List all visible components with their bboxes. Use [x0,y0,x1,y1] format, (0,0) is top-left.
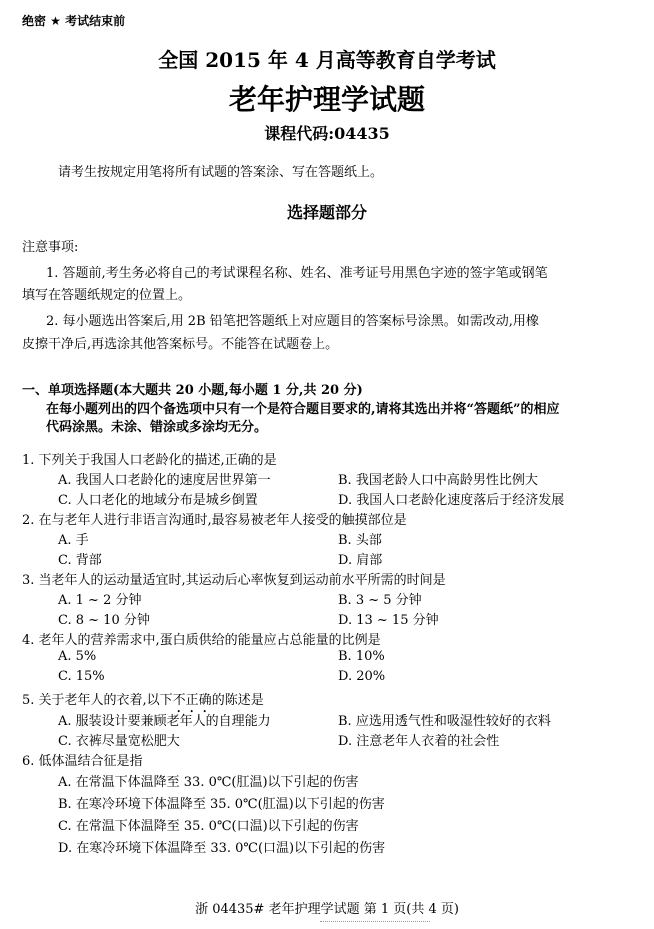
option-c: C. 15% [58,669,105,684]
note-line: 皮擦干净后,再选涂其他答案标号。不能答在试题卷上。 [22,337,339,352]
option-c: C. 衣裤尽量宽松肥大 [58,734,180,749]
note-line: 2. 每小题选出答案后,用 2B 铅笔把答题纸上对应题目的答案标号涂黑。如需改动,用橡 [46,314,539,329]
option-b: B. 在寒冷环境下体温降至 35. 0℃(肛温)以下引起的伤害 [58,797,385,812]
option-b: B. 3 ~ 5 分钟 [338,593,422,608]
question-stem-emphasis: 不正确 [172,693,212,708]
answer-instruction: 请考生按规定用笔将所有试题的答案涂、写在答题纸上。 [58,165,384,180]
option-c: C. 人口老化的地域分布是城乡倒置 [58,493,258,508]
notes-title: 注意事项: [22,240,79,255]
question-stem: 4. 老年人的营养需求中,蛋白质供给的能量应占总能量的比例是 [22,633,381,648]
note-line: 填写在答题纸规定的位置上。 [22,288,192,303]
section-heading: 选择题部分 [286,203,367,222]
option-b: B. 10% [338,649,385,664]
question-stem-post: 的陈述是 [211,693,264,708]
question-stem: 3. 当老年人的运动量适宜时,其运动后心率恢复到运动前水平所需的时间是 [22,573,446,588]
paper-title: 老年护理学试题 [228,83,425,116]
question-stem-pre: 5. 关于老年人的衣着,以下 [22,693,173,708]
option-d: D. 在寒冷环境下体温降至 33. 0℃(口温)以下引起的伤害 [58,841,386,856]
option-c: C. 在常温下体温降至 35. 0℃(口温)以下引起的伤害 [58,819,359,834]
note-line: 1. 答题前,考生务必将自己的考试课程名称、姓名、准考证号用黑色字迹的签字笔或钢笔 [46,266,548,281]
option-a: A. 手 [58,533,89,548]
footer-divider [320,921,430,922]
question-stem: 1. 下列关于我国人口老龄化的描述,正确的是 [22,453,277,468]
option-a: A. 在常温下体温降至 33. 0℃(肛温)以下引起的伤害 [58,775,359,790]
option-a: A. 我国人口老龄化的速度居世界第一 [58,473,271,488]
option-a: A. 服装设计要兼顾老年人的自理能力 [58,714,271,729]
question-stem: 6. 低体温结合征是指 [22,754,143,769]
option-c: C. 8 ~ 10 分钟 [58,613,150,628]
option-c: C. 背部 [58,553,102,568]
question-stem: 2. 在与老年人进行非语言沟通时,最容易被老年人接受的触摸部位是 [22,513,407,528]
page-footer: 浙 04435# 老年护理学试题 第 1 页(共 4 页) [195,902,459,917]
option-d: D. 13 ~ 15 分钟 [338,613,439,628]
option-d: D. 注意老年人衣着的社会性 [338,734,500,749]
exam-title: 全国 2015 年 4 月高等教育自学考试 [158,48,496,72]
option-b: B. 我国老龄人口中高龄男性比例大 [338,473,538,488]
option-b: B. 应选用透气性和吸湿性较好的衣料 [338,714,551,729]
part-title: 一、单项选择题(本大题共 20 小题,每小题 1 分,共 20 分) [22,383,363,398]
course-code: 课程代码:04435 [264,124,390,143]
option-a: A. 1 ~ 2 分钟 [58,593,142,608]
option-d: D. 20% [338,669,386,684]
option-d: D. 我国人口老龄化速度落后于经济发展 [338,493,565,508]
part-description: 代码涂黑。未涂、错涂或多涂均无分。 [46,420,268,435]
option-b: B. 头部 [338,533,382,548]
option-a: A. 5% [58,649,97,664]
option-d: D. 肩部 [338,553,383,568]
part-description: 在每小题列出的四个备选项中只有一个是符合题目要求的,请将其选出并将“答题纸”的相应 [46,402,560,417]
confidential-label: 绝密 ★ 考试结束前 [22,14,126,28]
